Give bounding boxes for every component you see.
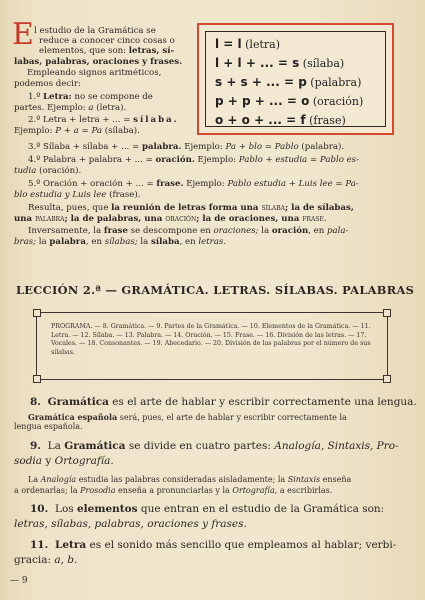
rule-5: 5.º Oración + oración + ... = frase. Ejemplo: Pablo estudia + Luis lee = Pa- (28, 179, 359, 189)
paragraph-10: 10. Los elementos que entran en el estudio de la Gramática son: (30, 503, 385, 515)
summary-line: Resulta, pues, que la reunión de letras forma una sílaba; la de sílabas, (28, 203, 354, 213)
formula-box-inner (205, 31, 386, 127)
page-number: — 9 (10, 576, 28, 586)
rule-4: 4.º Palabra + palabra + ... = oración. Ejemplo: Pablo + estudia = Pablo es- (28, 155, 359, 165)
paragraph-9-note: a ordenarlas; la Prosodia enseña a pronunciarlas y la Ortografía, a escribirlas. (14, 486, 333, 495)
intro-line: labas, palabras, oraciones y frases. (14, 57, 183, 67)
lesson-title: LECCIÓN 2.ª — GRAMÁTICA. LETRAS. SÍLABAS. PALABRAS (16, 283, 415, 297)
rule-4-cont: tudia (oración). (14, 166, 82, 176)
corner-ornament (33, 375, 41, 383)
corner-ornament (383, 375, 391, 383)
intro-line: elementos, que son: letras, sí- (39, 46, 175, 56)
intro-line: podemos decir: (14, 79, 81, 89)
formula-line: o + o + ... = f (frase) (215, 113, 346, 127)
rule-2-example: Ejemplo: P + a = Pa (sílaba). (14, 126, 140, 136)
paragraph-10-cont: letras, sílabas, palabras, oraciones y frases. (14, 518, 247, 530)
paragraph-8-note: Gramática española será, pues, el arte de hablar y escribir correctamente la (28, 412, 347, 422)
program-text: PROGRAMA. — 8. Gramática. — 9. Partes de la Gramática. — 10. Elementos de la Gramática. — 11. Letra. — 12. Sílaba. — 13. Palabra. — 14. Oración. — 15. Frase. — 16. División de las letras. — 17. Vocales. — 18. Consonantes. — 19. Abecedario. — 20. División de las palabras por el número de sus sílabas. (51, 323, 371, 357)
corner-ornament (383, 309, 391, 317)
formula-line: s + s + ... = p (palabra) (215, 75, 362, 89)
corner-ornament (33, 309, 41, 317)
program-box (36, 312, 388, 380)
paragraph-8-note: lengua española. (14, 422, 83, 431)
summary-line: una palabra; la de palabras, una oración; la de oraciones, una frase. (14, 214, 327, 224)
rule-1-example: partes. Ejemplo: a (letra). (14, 103, 127, 113)
drop-cap: E (12, 17, 34, 52)
paragraph-8: 8. Gramática es el arte de hablar y escribir correctamente una lengua. (30, 396, 417, 408)
paragraph-9-note: La Analogía estudia las palabras consideradas aisladamente; la Sintaxis enseña (28, 475, 352, 484)
summary-line: Inversamente, la frase se descompone en oraciones; la oración, en pala- (28, 226, 349, 236)
intro-line: l estudio de la Gramática se (34, 26, 156, 36)
intro-line: Empleando signos aritméticos, (27, 68, 162, 78)
formula-line: l + l + ... = s (sílaba) (215, 56, 345, 70)
rule-3: 3.º Sílaba + sílaba + ... = palabra. Ejemplo: Pa + blo = Pablo (palabra). (28, 142, 345, 152)
paragraph-11-cont: gracia: a, b. (14, 554, 78, 566)
paragraph-11: 11. Letra es el sonido más sencillo que empleamos al hablar; verbi- (30, 539, 397, 551)
rule-2: 2.º Letra + letra + ... = sílaba. (28, 115, 179, 125)
formula-box (197, 23, 394, 135)
formula-line: l = l (letra) (215, 37, 280, 51)
paragraph-9: 9. La Gramática se divide en cuatro partes: Analogía, Sintaxis, Pro- (30, 440, 399, 452)
intro-line: reduce a conocer cinco cosas o (39, 36, 175, 46)
rule-5-cont: blo estudia y Luis lee (frase). (14, 190, 141, 200)
paragraph-9-cont: sodia y Ortografía. (14, 455, 114, 467)
rule-1: 1.º Letra: no se compone de (28, 92, 153, 102)
summary-line: bras; la palabra, en sílabas; la sílaba, en letras. (14, 237, 227, 247)
formula-line: p + p + ... = o (oración) (215, 94, 364, 108)
